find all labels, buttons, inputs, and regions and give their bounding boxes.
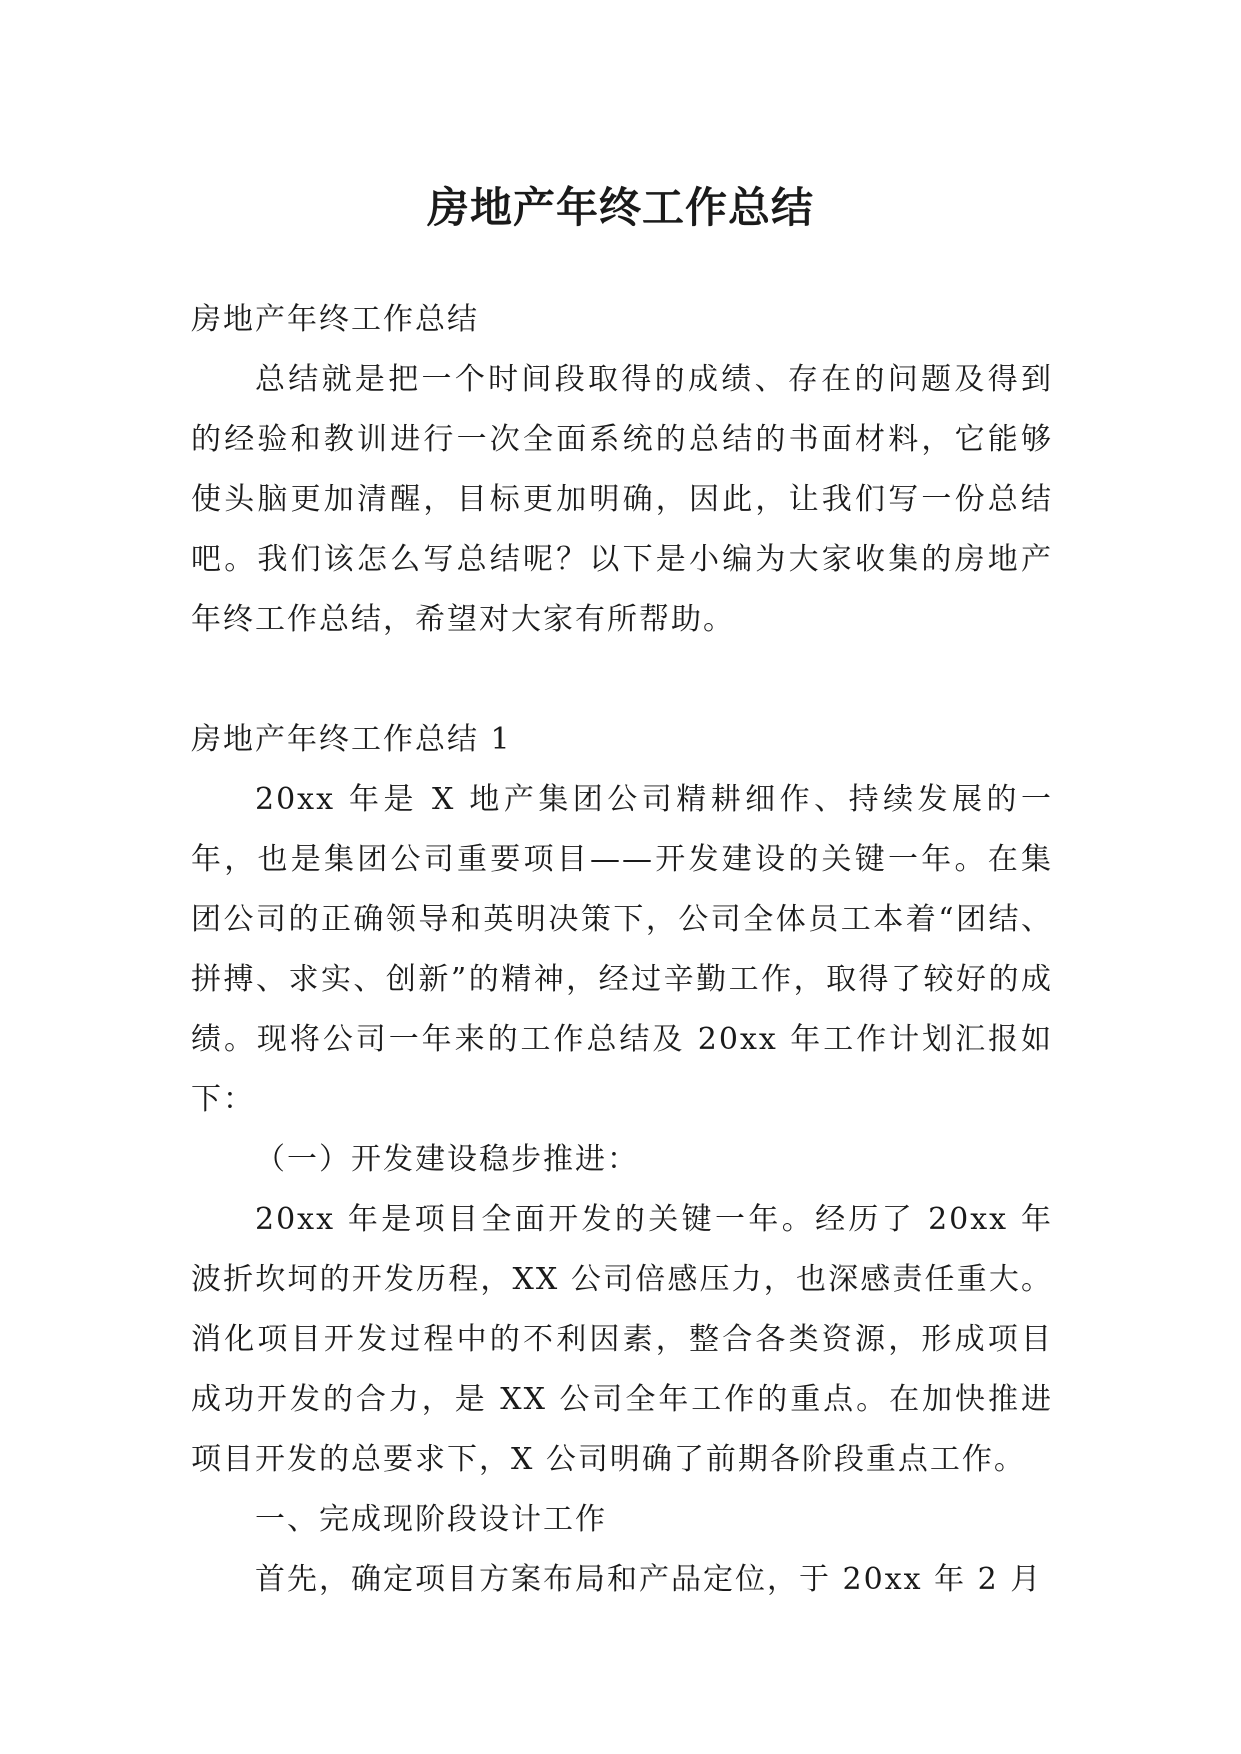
subsection-heading-1: （一）开发建设稳步推进： (255, 1142, 639, 1177)
item-1-paragraph: 首先，确定项目方案布局和产品定位，于 20xx 年 2 月 (255, 1562, 1043, 1597)
subsection-1-paragraph: 20xx 年是项目全面开发的关键一年。经历了 20xx 年波折坎坷的开发历程，XX 公司倍感压力，也深感责任重大。消化项目开发过程中的不利因素，整合各类资源，形成项目成功开发的合力，是 XX 公司全年工作的重点。在加快推进项目开发的总要求下，X 公司明确了前期各阶段重点工作。 (191, 1202, 1053, 1477)
intro-paragraph: 总结就是把一个时间段取得的成绩、存在的问题及得到的经验和教训进行一次全面系统的总结的书面材料，它能够使头脑更加清醒，目标更加明确，因此，让我们写一份总结吧。我们该怎么写总结呢？以下是小编为大家收集的房地产年终工作总结，希望对大家有所帮助。 (191, 362, 1053, 637)
section-1-paragraph: 20xx 年是 X 地产集团公司精耕细作、持续发展的一年，也是集团公司重要项目——开发建设的关键一年。在集团公司的正确领导和英明决策下，公司全体员工本着“团结、拼搏、求实、创新”的精神，经过辛勤工作，取得了较好的成绩。现将公司一年来的工作总结及 20xx 年工作计划汇报如下： (191, 782, 1053, 1117)
section-heading-1: 房地产年终工作总结 1 (191, 722, 512, 757)
item-heading-1: 一、完成现阶段设计工作 (255, 1502, 607, 1537)
document-subtitle: 房地产年终工作总结 (191, 302, 479, 337)
document-body (191, 290, 1053, 1610)
document-title: 房地产年终工作总结 (426, 183, 814, 233)
